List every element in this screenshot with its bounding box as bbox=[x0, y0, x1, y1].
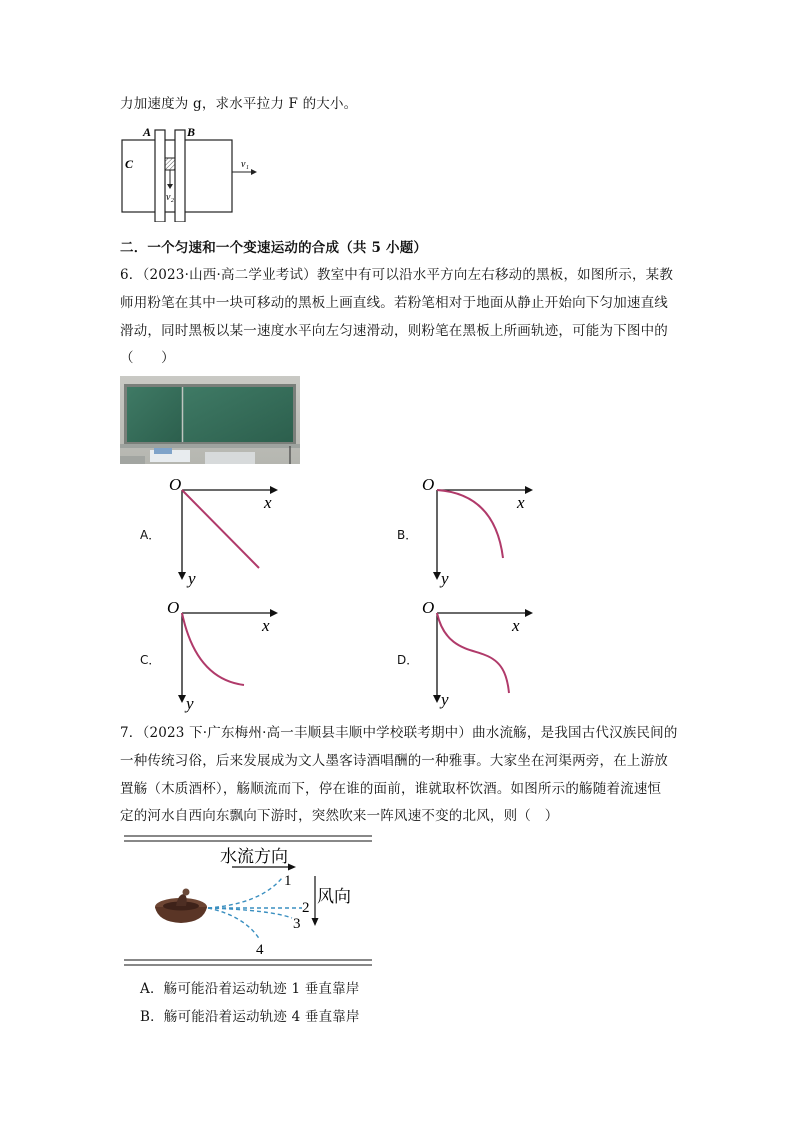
q7-line3: 置觞（木质酒杯），觞顺流而下，停在谁的面前，谁就取杯饮酒。如图所示的觞随着流速恒 bbox=[120, 781, 662, 797]
y-axis-label: y bbox=[188, 569, 196, 588]
block-figure bbox=[115, 122, 275, 222]
trajectory-s-curve bbox=[437, 613, 509, 693]
q7-choice-B[interactable]: B．觞可能沿着运动轨迹 4 垂直靠岸 bbox=[140, 1009, 360, 1025]
x-axis-label: x bbox=[262, 616, 270, 635]
y-axis-label: y bbox=[441, 690, 449, 709]
water-flow-label: 水流方向 bbox=[220, 847, 288, 866]
q6-line1: 6．（2023·山西·高二学业考试）教室中有可以沿水平方向左右移动的黑板，如图所示，某教 bbox=[120, 267, 674, 283]
wine-cup bbox=[155, 889, 207, 924]
origin-label: O bbox=[422, 598, 435, 617]
board-A bbox=[155, 130, 165, 222]
x-axis-label: x bbox=[512, 616, 520, 635]
path-4-label: 4 bbox=[256, 942, 264, 958]
v2-arrowhead bbox=[167, 184, 173, 189]
x-axis-label: x bbox=[517, 493, 525, 512]
origin-label: O bbox=[422, 475, 435, 494]
option-C-graph[interactable] bbox=[160, 593, 290, 715]
label-B: B bbox=[187, 125, 196, 139]
prev-problem-text: 力加速度为 g，求水平拉力 F 的大小。 bbox=[120, 96, 358, 112]
q7-choice-A[interactable]: A．觞可能沿着运动轨迹 1 垂直靠岸 bbox=[140, 981, 360, 997]
option-B-graph[interactable] bbox=[415, 470, 545, 590]
option-C-label[interactable]: C． bbox=[140, 653, 161, 667]
q6-line2: 师用粉笔在其中一块可移动的黑板上画直线。若粉笔相对于地面从静止开始向下匀加速直线 bbox=[120, 295, 668, 311]
option-D-graph[interactable] bbox=[415, 593, 545, 715]
trajectory-3 bbox=[208, 908, 292, 918]
trajectory-concave-down bbox=[437, 490, 503, 558]
q7-line4: 定的河水自西向东飘向下游时，突然吹来一阵风速不变的北风，则（ ） bbox=[120, 808, 559, 824]
path-1-label: 1 bbox=[284, 873, 292, 889]
label-C: C bbox=[125, 157, 134, 171]
river-figure bbox=[120, 832, 376, 970]
trajectory-4 bbox=[208, 908, 260, 940]
q7-line1: 7．（2023 下·广东梅州·高一丰顺县丰顺中学校联考期中）曲水流觞，是我国古代汉族民间的 bbox=[120, 725, 678, 741]
option-D-label[interactable]: D． bbox=[397, 653, 419, 667]
q6-line4: （ ） bbox=[120, 350, 175, 366]
label-v2: v₂ bbox=[166, 192, 174, 203]
board-B bbox=[175, 130, 185, 222]
label-A: A bbox=[143, 125, 152, 139]
origin-label: O bbox=[167, 598, 180, 617]
path-3-label: 3 bbox=[293, 916, 301, 932]
section-heading: 二．一个匀速和一个变速运动的合成（共 5 小题） bbox=[120, 240, 428, 256]
q6-line3: 滑动，同时黑板以某一速度水平向左匀速滑动，则粉笔在黑板上所画轨迹，可能为下图中的 bbox=[120, 323, 668, 339]
label-v1: v₁ bbox=[241, 159, 249, 170]
option-B-label[interactable]: B． bbox=[397, 528, 418, 542]
small-block bbox=[165, 158, 175, 170]
v1-arrowhead bbox=[251, 169, 257, 175]
option-A-graph[interactable] bbox=[160, 470, 290, 590]
trajectory-straight bbox=[182, 490, 259, 568]
x-axis-label: x bbox=[264, 493, 272, 512]
blackboard-photo bbox=[120, 376, 300, 464]
option-A-label[interactable]: A． bbox=[140, 528, 161, 542]
wind-label: 风向 bbox=[317, 887, 351, 906]
q7-line2: 一种传统习俗，后来发展成为文人墨客诗酒唱酬的一种雅事。大家坐在河渠两旁，在上游放 bbox=[120, 753, 668, 769]
origin-label: O bbox=[169, 475, 182, 494]
y-axis-label: y bbox=[186, 694, 194, 713]
trajectory-1 bbox=[208, 878, 282, 908]
path-2-label: 2 bbox=[302, 900, 310, 916]
trajectory-concave-up bbox=[182, 613, 244, 685]
y-axis-label: y bbox=[441, 569, 449, 588]
